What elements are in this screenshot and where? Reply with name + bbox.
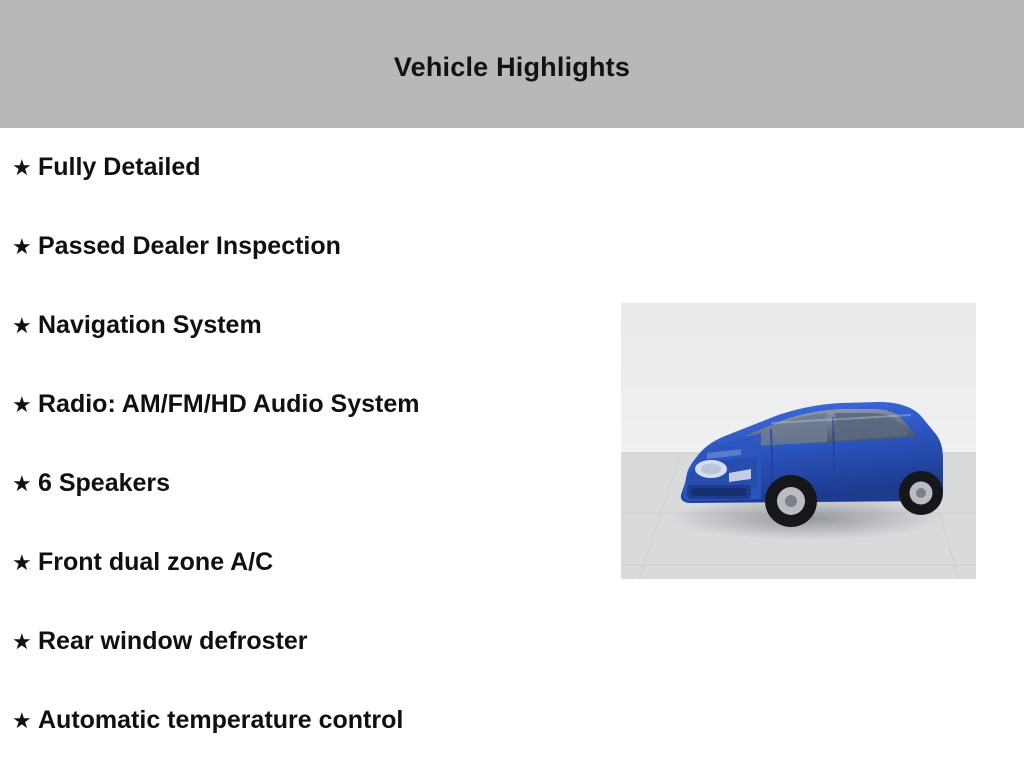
highlight-label: Rear window defroster bbox=[38, 627, 308, 655]
highlight-label: Navigation System bbox=[38, 311, 262, 339]
page-title: Vehicle Highlights bbox=[393, 52, 631, 82]
header-band bbox=[0, 0, 1024, 128]
star-icon: ★ bbox=[12, 154, 32, 180]
highlight-label: Front dual zone A/C bbox=[38, 548, 274, 576]
list-item bbox=[0, 286, 620, 365]
list-item bbox=[0, 444, 620, 523]
highlight-label: Automatic temperature control bbox=[38, 706, 404, 734]
highlight-label: Passed Dealer Inspection bbox=[38, 232, 341, 260]
star-icon: ★ bbox=[12, 233, 32, 259]
list-item bbox=[0, 128, 620, 207]
highlights-list bbox=[0, 128, 620, 760]
star-icon: ★ bbox=[12, 391, 32, 417]
star-icon: ★ bbox=[12, 707, 32, 733]
star-icon: ★ bbox=[12, 628, 32, 654]
highlight-label: Fully Detailed bbox=[38, 153, 201, 181]
list-item bbox=[0, 523, 620, 602]
highlight-label: 6 Speakers bbox=[38, 469, 171, 497]
list-item bbox=[0, 602, 620, 681]
vehicle-photo bbox=[621, 303, 976, 579]
highlight-label: Radio: AM/FM/HD Audio System bbox=[38, 390, 420, 418]
list-item bbox=[0, 365, 620, 444]
star-icon: ★ bbox=[12, 312, 32, 338]
vehicle-photo-image bbox=[621, 303, 976, 579]
star-icon: ★ bbox=[12, 470, 32, 496]
list-item bbox=[0, 207, 620, 286]
list-item bbox=[0, 681, 620, 760]
star-icon: ★ bbox=[12, 549, 32, 575]
